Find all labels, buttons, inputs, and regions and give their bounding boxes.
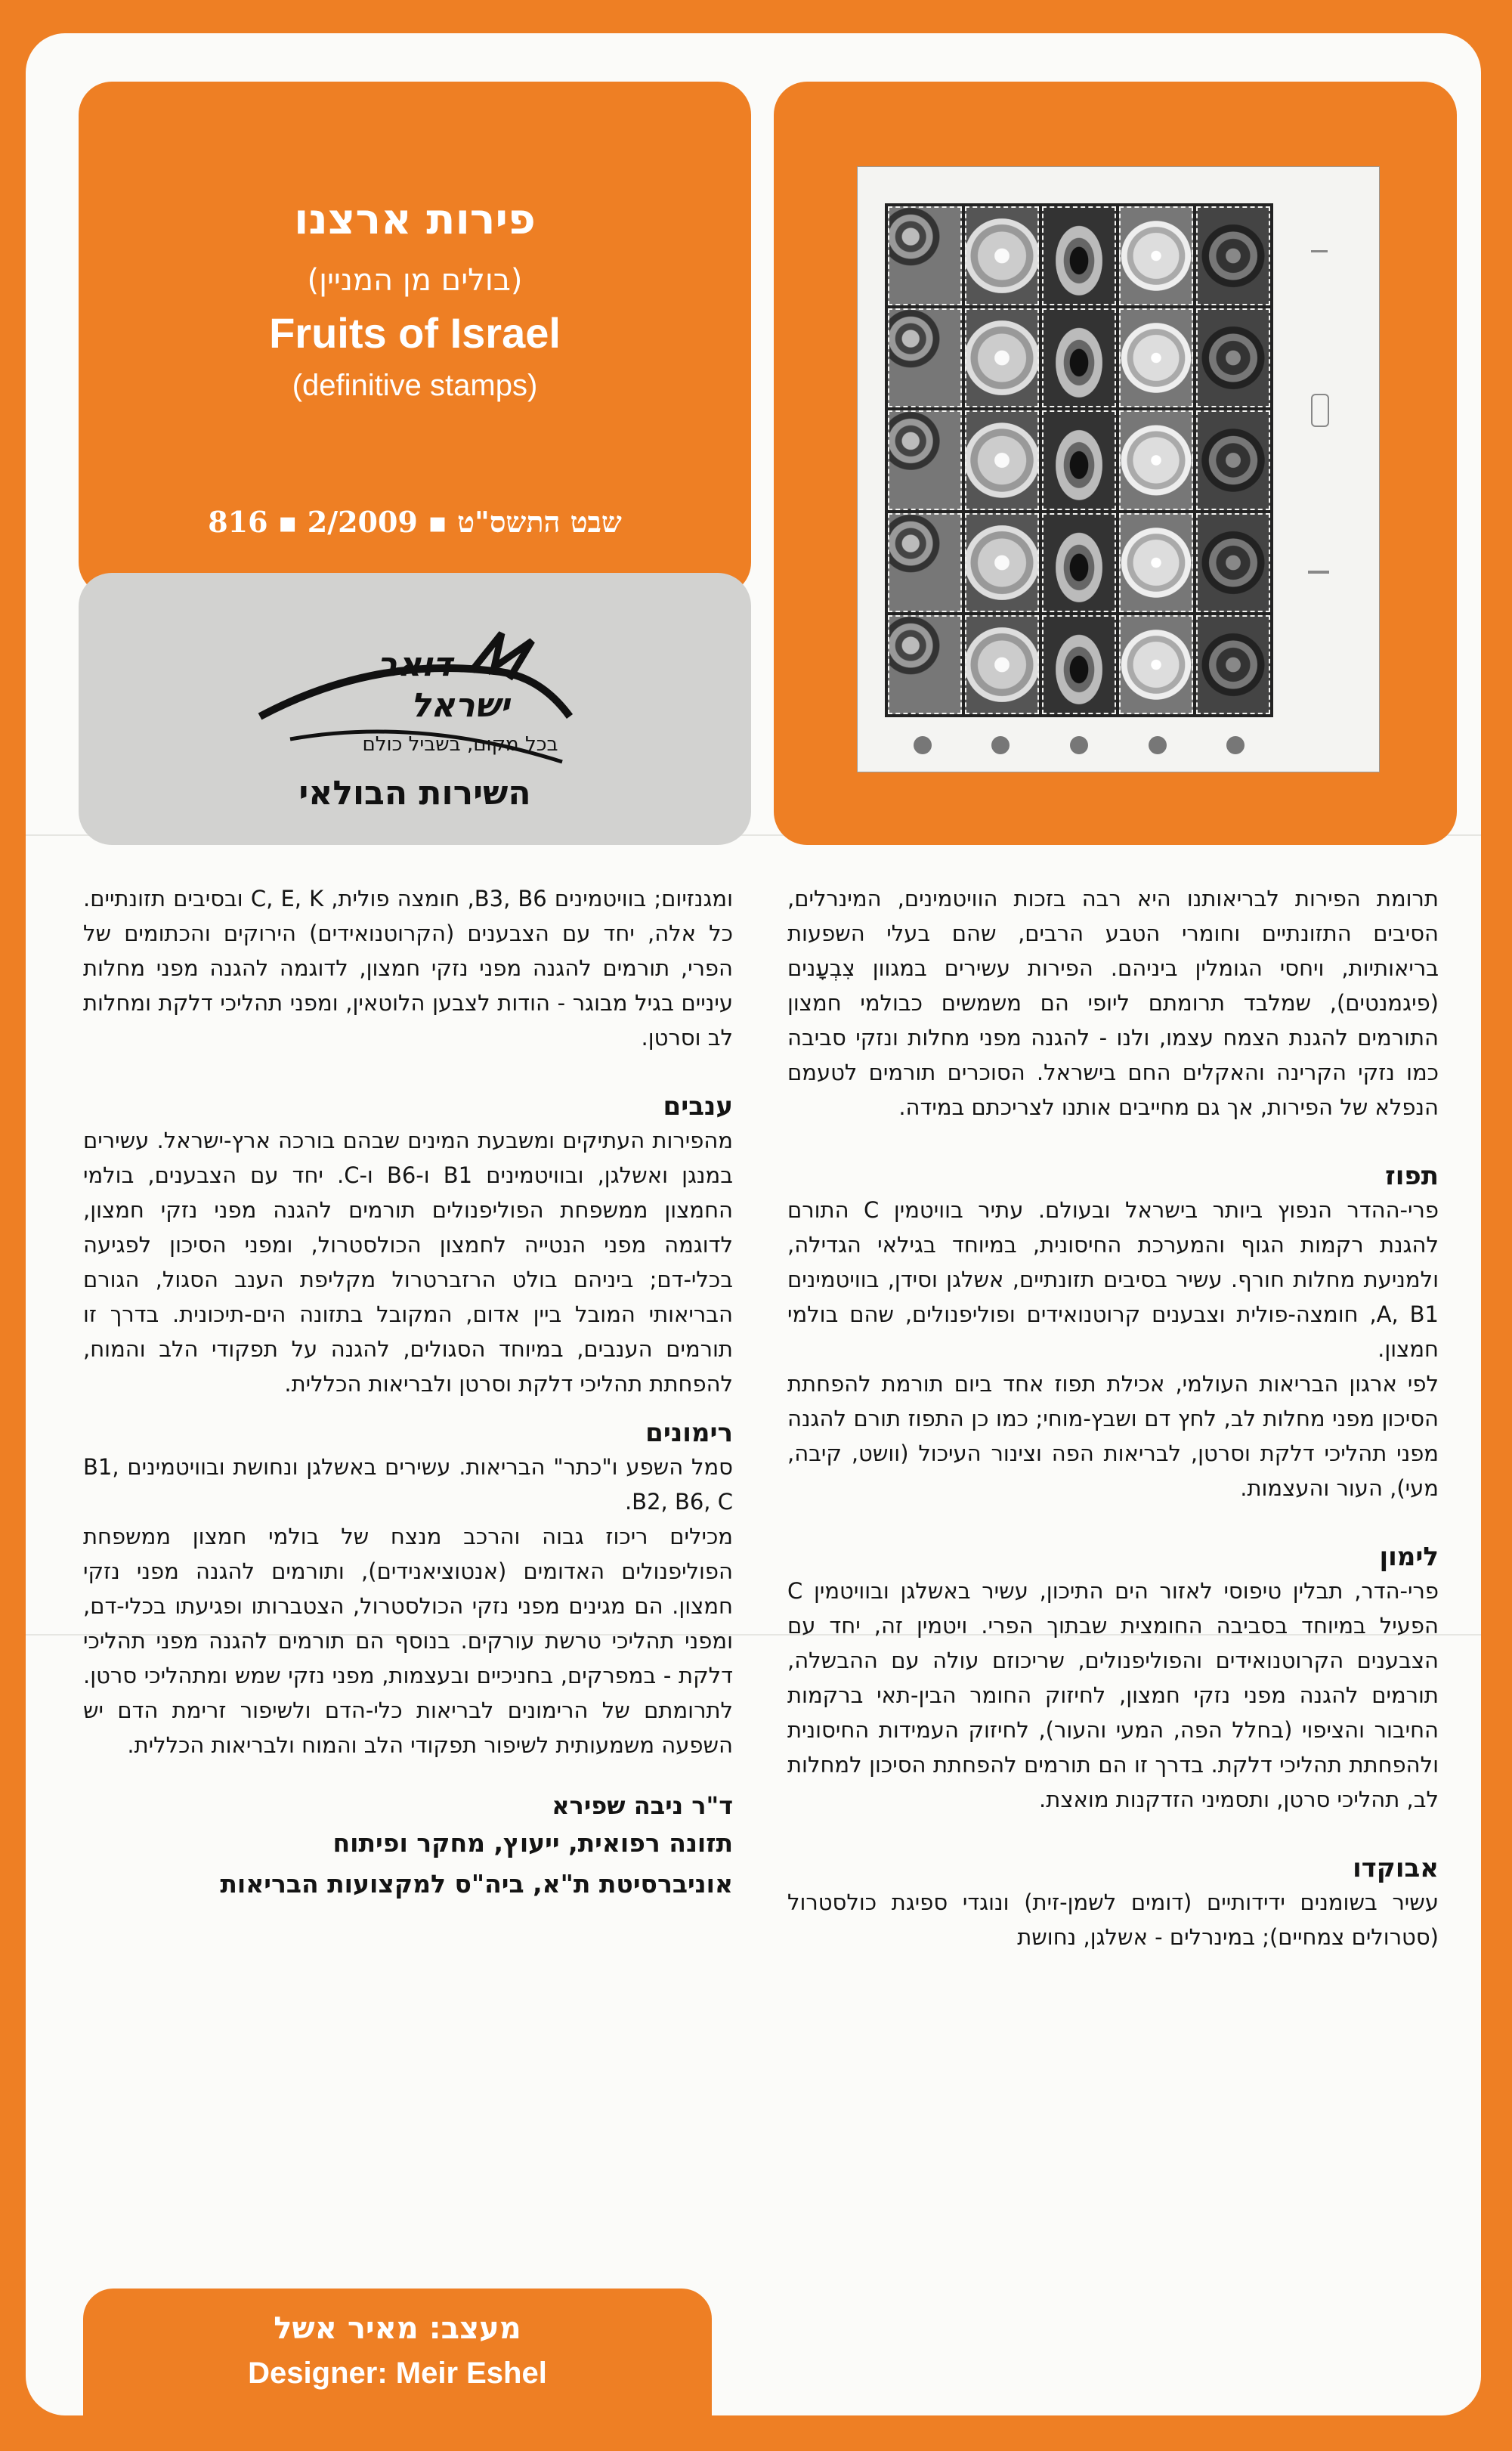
tab-avocado bbox=[1041, 726, 1117, 764]
stamp-grid bbox=[885, 203, 1273, 717]
sheet-margin-mark-icon bbox=[1311, 250, 1328, 262]
stamp-orange bbox=[1119, 615, 1193, 714]
intro-paragraph: תרומת הפירות לבריאותנו היא רבה בזכות הוויטמינים, המינרלים, הסיבים התזונתיים וחומרי הטבע הרבים, שהם בעלי השפעות בריאותיות, ויחסי הגומלין ביניהם. הפירות עשירים במגוון צִבְעָנים (פיגמנטים), שמלבד תרומתם ליופי הם משמשים כבולמי חמצון התורמים להגנת הצמח עצמו, ולנו - להגנה מפני מחלות ונזקי סביבה כמו נזקי הקרינה והאקלים החם בישראל. הסוכרים תורמים לטעמם הנפלא של הפירות, אך גם מחייבים אותנו לצריכתם במידה. bbox=[787, 886, 1439, 1120]
section-title-orange: תפוז bbox=[1385, 1161, 1439, 1191]
stamp-orange bbox=[1119, 308, 1193, 407]
stamp-grape bbox=[888, 308, 962, 407]
stamp-lemon bbox=[965, 308, 1039, 407]
logo-text-line2: ישראל bbox=[410, 686, 510, 725]
designer-hebrew: מעצב: מאיר אשל bbox=[274, 2311, 521, 2346]
stamp-orange bbox=[1119, 206, 1193, 305]
title-panel bbox=[79, 82, 751, 596]
menorah-icon bbox=[1308, 552, 1329, 574]
stamp-orange bbox=[1119, 410, 1193, 509]
issue-line: 816 ▪ 2/2009 ▪ שבט התשס"ט bbox=[208, 505, 622, 539]
stamp-avocado bbox=[1042, 308, 1116, 407]
stamp-lemon bbox=[965, 410, 1039, 509]
stamp-avocado bbox=[1042, 615, 1116, 714]
section-title-avocado: אבוקדו bbox=[1353, 1853, 1439, 1883]
tab-orange bbox=[1120, 726, 1195, 764]
logo-tagline: בכל מקום, בשביל כולם bbox=[362, 733, 558, 756]
pomegranates-paragraph-1: סמל השפע ו"כתר" הבריאות. עשירים באשלגן ונחושת ובוויטמינים B1, B2, B6, C. bbox=[83, 1454, 733, 1515]
text-column-left bbox=[83, 881, 733, 1905]
section-title-lemon: לימון bbox=[1379, 1542, 1439, 1572]
logo-text-line1: דואר bbox=[377, 645, 453, 684]
sheet-margin-number-icon bbox=[1311, 394, 1329, 427]
orange-paragraph-1: פרי-ההדר הנפוץ ביותר בישראל ובעולם. עתיר בוויטמין C התורם להגנת רקמות הגוף והמערכת החיסונית, במיוחד בגילאי הגדילה, ולמניעת מחלות חורף. עשיר בסיבים תזונתיים, אשלגן וסידן, בוויטמינים A, B1, חומצה-פולית וצבענים קרוטנואידים ופוליפנולים, שהם בולמי חמצון. bbox=[787, 1197, 1439, 1362]
avocado-paragraph: עשיר בשומנים ידידותיים (דומים לשמן-זית) ונוגדי ספיגת כולסטרול (סטרולים צמחיים); במינרלים - אשלגן, נחושת bbox=[787, 1889, 1439, 1950]
avocado-continued-paragraph: ומגנזיום; בוויטמינים B3, B6, חומצה פולית, C, E, K ובסיבים תזונתיים. כל אלה, יחד עם הצבענים (הקרוטנואידים) הירוקים והכתומים של הפרי, תורמים להגנה מפני נזקי חמצון, לדוגמה להגנה מפני מחלות עיניים בגיל מבוגר - הודות לצבען הלוטאין, ומפני תהליכי דלקת ומחלות לב וסרטן. bbox=[83, 886, 734, 1051]
philatelic-service-label: השירות הבולאי bbox=[298, 774, 531, 812]
pomegranates-paragraph-2: מכילים ריכוז גבוה והרכב מנצח של בולמי חמצון ממשפחת הפוליפנולים האדומים (אנטוציאנידים), ותורמים להגנה מפני נזקי חמצון. הם מגינים מפני נזקי הכולסטרול, הצטברותו ופגיעתו בכלי-דם, ומפני תהליכי טרשת עורקים. בנוסף הם תורמים להגנה מפני תהליכי דלקת - במפרקים, בחניכיים ובעצמות, מפני נזקי שמש ומתהליכי סרטן. לתרומתם של הרימונים לבריאות כלי-הדם ולשיפור זרימת הדם יש השפעה משמעותית לשיפור תפקודי הלב והמוח ולבריאות הכללית. bbox=[83, 1524, 733, 1758]
tab-pomegranate bbox=[1198, 726, 1273, 764]
designer-english: Designer: Meir Eshel bbox=[248, 2357, 547, 2390]
title-english: Fruits of Israel bbox=[269, 309, 561, 357]
tab-grape bbox=[885, 726, 960, 764]
stamp-pomegranate bbox=[1196, 206, 1270, 305]
stamp-avocado bbox=[1042, 513, 1116, 612]
pomegranate-icon bbox=[1226, 736, 1245, 754]
stamp-lemon bbox=[965, 206, 1039, 305]
stamp-lemon bbox=[965, 513, 1039, 612]
stamp-grape bbox=[888, 206, 962, 305]
logo-panel bbox=[79, 573, 751, 845]
stamp-grape bbox=[888, 410, 962, 509]
grape-icon bbox=[914, 736, 932, 754]
stamp-tabs bbox=[885, 726, 1273, 764]
grapes-paragraph: מהפירות העתיקים ומשבעת המינים שבהם בורכה ארץ-ישראל. עשירים במנגן ואשלגן, ובוויטמינים B1 ו-B6 ו-C. יחד עם הצבענים, בולמי החמצון ממשפחת הפוליפנולים תורמים להגנה מפני נזקי חמצון, לדוגמה מפני הנטייה לחמצון הכולסטרול, ומפני הסיכון לפגיעה בכלי-דם; ביניהם בולט הרזברטרול מקליפת הענב הסגול, הגורם הבריאותי המובל ביין אדום, המקובל בתזונה הים-תיכונית. בדרך זו תורמים הענבים, במיוחד הסגולים, להגנה על תפקודי הלב והמוח, להפחתת תהליכי דלקת וסרטן ולבריאות הכללית. bbox=[83, 1128, 733, 1397]
stamp-grape bbox=[888, 513, 962, 612]
orange-icon bbox=[1149, 736, 1167, 754]
stamp-grape bbox=[888, 615, 962, 714]
avocado-icon bbox=[1070, 736, 1088, 754]
brochure-sheet bbox=[26, 33, 1481, 2415]
text-column-right bbox=[787, 881, 1439, 1954]
lemon-paragraph: פרי-הדר, תבלין טיפוסי לאזור הים התיכון, עשיר באשלגן ובוויטמין C הפעיל במיוחד בסביבה החומצית שבתוך הפרי. ויטמין זה, יחד עם הצבענים הקרוטנואידים והפוליפנולים, שריכוזם עולה עם ההבשלה, תורמים להגנה מפני נזקי חמצון, לחיזוק החומר הבין-תאי ברקמות החיבור והציפוי (בחלל הפה, המעי והעור), לחיזוק העמידות החיסונית ולהפחתת תהליכי דלקת. בדרך זו הם תורמים להפחתת הסיכון למחלות לב, תהליכי סרטן, ותסמיני הזדקנות מואצת. bbox=[787, 1578, 1439, 1812]
stamp-lemon bbox=[965, 615, 1039, 714]
author-signature bbox=[83, 1788, 733, 1905]
stamp-avocado bbox=[1042, 410, 1116, 509]
stamp-sheet-panel bbox=[774, 82, 1457, 845]
stamp-pomegranate bbox=[1196, 308, 1270, 407]
stamp-avocado bbox=[1042, 206, 1116, 305]
stamp-sheet-image bbox=[857, 166, 1380, 772]
stamp-pomegranate bbox=[1196, 410, 1270, 509]
stamp-pomegranate bbox=[1196, 513, 1270, 612]
author-title: תזונה רפואית, ייעוץ, מחקר ופיתוח bbox=[332, 1828, 733, 1858]
author-affiliation: אוניברסיטת ת"א, ביה"ס למקצועות הבריאות bbox=[220, 1869, 733, 1899]
author-name: ד"ר ניבה שפירא bbox=[552, 1791, 733, 1820]
title-hebrew-sub: (בולים מן המניין) bbox=[307, 263, 523, 298]
section-title-pomegranates: רימונים bbox=[645, 1418, 733, 1448]
title-english-sub: (definitive stamps) bbox=[292, 369, 538, 402]
designer-credit-panel bbox=[83, 2289, 712, 2415]
orange-paragraph-2: לפי ארגון הבריאות העולמי, אכילת תפוז אחד ביום תורמת להפחתת הסיכון מפני מחלות לב, לחץ דם ושבץ-מוחי; כמו כן התפוז תורם להגנה מפני תהליכי דלקת וסרטן, לבריאות הפה וצינור העיכול (וושט, קיבה, מעי), העור והעצמות. bbox=[787, 1371, 1439, 1501]
tab-lemon bbox=[963, 726, 1039, 764]
title-hebrew: פירות ארצנו bbox=[294, 195, 536, 244]
stamp-orange bbox=[1119, 513, 1193, 612]
lemon-icon bbox=[991, 736, 1010, 754]
stamp-pomegranate bbox=[1196, 615, 1270, 714]
section-title-grapes: ענבים bbox=[663, 1091, 733, 1122]
